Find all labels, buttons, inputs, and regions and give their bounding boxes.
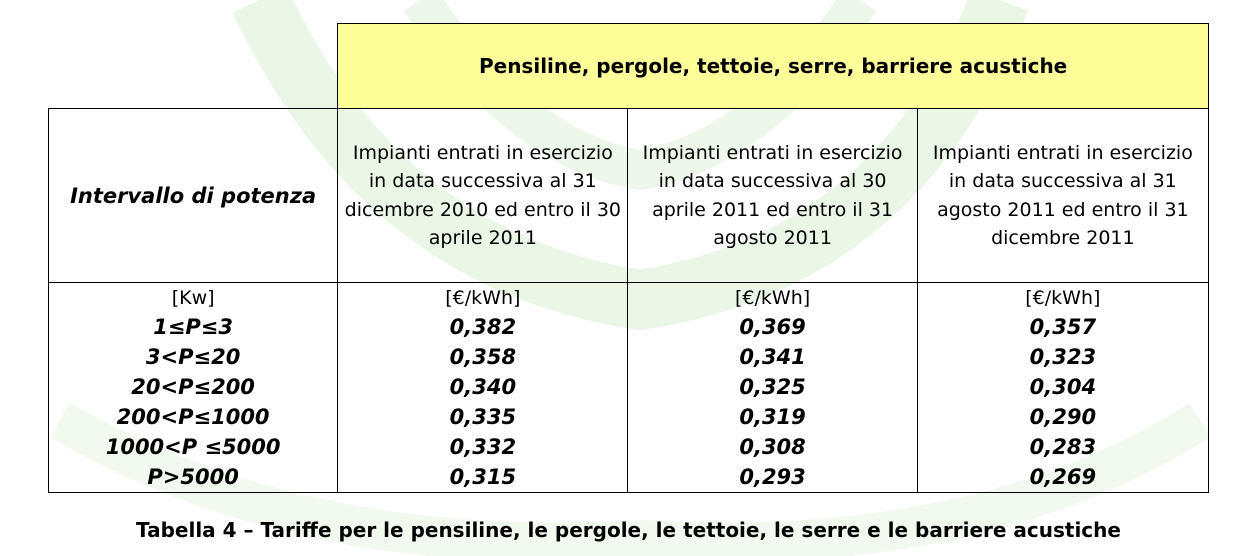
interval-cell: P>5000 — [49, 462, 338, 493]
units-row — [49, 283, 1209, 313]
tariff-cell: 0,293 — [628, 462, 917, 493]
tariff-cell: 0,290 — [917, 402, 1208, 432]
tariff-cell: 0,315 — [338, 462, 628, 493]
tariff-cell: 0,369 — [628, 312, 917, 342]
tariff-cell: 0,382 — [338, 312, 628, 342]
tariff-cell: 0,335 — [338, 402, 628, 432]
period-3: Impianti entrati in esercizio in data successiva al 31 agosto 2011 ed entro il 31 dicembre 2011 — [917, 109, 1208, 283]
tariff-cell: 0,308 — [628, 432, 917, 462]
unit-period-3: [€/kWh] — [917, 283, 1208, 313]
tariff-cell: 0,340 — [338, 372, 628, 402]
tariff-cell: 0,332 — [338, 432, 628, 462]
tariff-table — [48, 23, 1209, 493]
period-2: Impianti entrati in esercizio in data successiva al 30 aprile 2011 ed entro il 31 agosto 2011 — [628, 109, 917, 283]
unit-period-1: [€/kWh] — [338, 283, 628, 313]
period-1: Impianti entrati in esercizio in data successiva al 31 dicembre 2010 ed entro il 30 aprile 2011 — [338, 109, 628, 283]
table-row — [49, 402, 1209, 432]
header-row — [49, 24, 1209, 109]
table-caption: Tabella 4 – Tariffe per le pensiline, le pergole, le tettoie, le serre e le barriere acustiche — [136, 518, 1121, 542]
tariff-cell: 0,357 — [917, 312, 1208, 342]
interval-cell: 200<P≤1000 — [49, 402, 338, 432]
tariff-cell: 0,304 — [917, 372, 1208, 402]
interval-cell: 1000<P ≤5000 — [49, 432, 338, 462]
tariff-cell: 0,319 — [628, 402, 917, 432]
table-row — [49, 312, 1209, 342]
interval-cell: 3<P≤20 — [49, 342, 338, 372]
table-row — [49, 432, 1209, 462]
unit-interval: [Kw] — [49, 283, 338, 313]
unit-period-2: [€/kWh] — [628, 283, 917, 313]
tariff-cell: 0,341 — [628, 342, 917, 372]
tariff-cell: 0,358 — [338, 342, 628, 372]
table-row — [49, 372, 1209, 402]
main-header: Pensiline, pergole, tettoie, serre, barriere acustiche — [338, 24, 1209, 109]
tariff-cell: 0,323 — [917, 342, 1208, 372]
tariff-cell: 0,269 — [917, 462, 1208, 493]
tariff-cell: 0,325 — [628, 372, 917, 402]
period-row — [49, 109, 1209, 283]
interval-cell: 1≤P≤3 — [49, 312, 338, 342]
tariff-cell: 0,283 — [917, 432, 1208, 462]
empty-corner-cell — [49, 24, 338, 109]
interval-cell: 20<P≤200 — [49, 372, 338, 402]
interval-label: Intervallo di potenza — [49, 109, 338, 283]
table-row — [49, 342, 1209, 372]
table-row — [49, 462, 1209, 493]
